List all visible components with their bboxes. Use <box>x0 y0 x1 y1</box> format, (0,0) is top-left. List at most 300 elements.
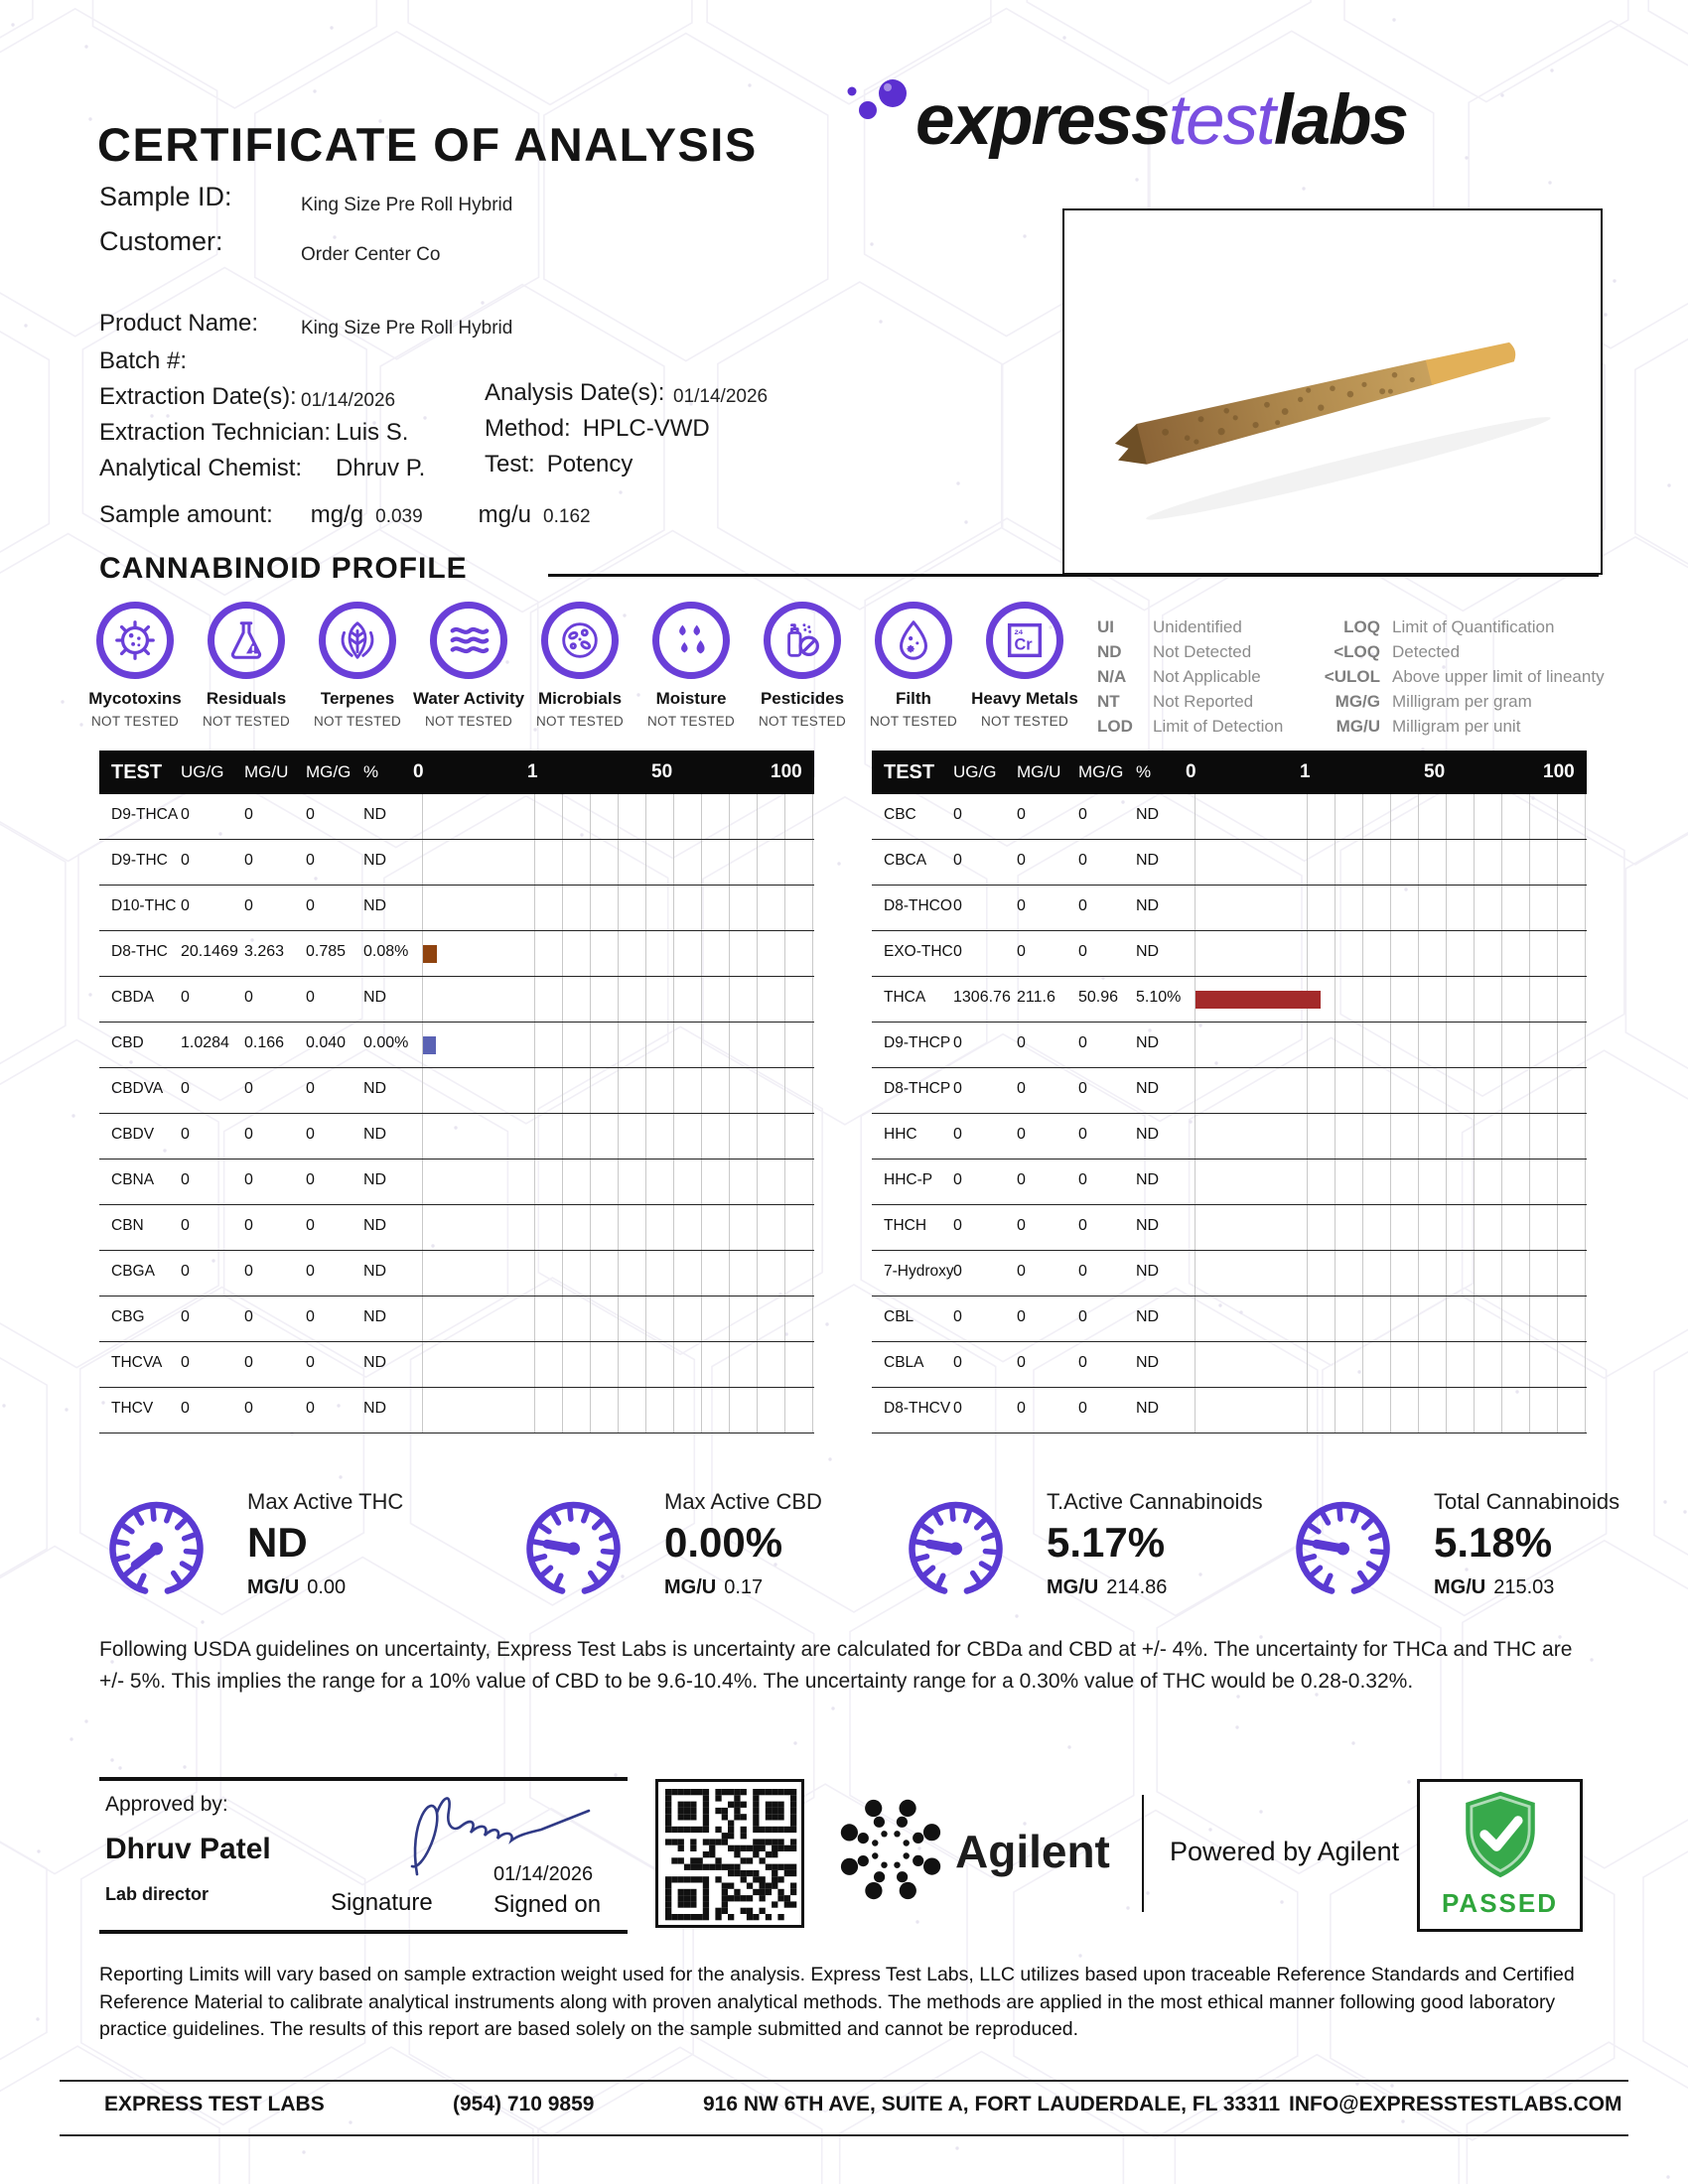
cell: ND <box>363 1400 387 1417</box>
cell: 1.0284 <box>181 1034 229 1051</box>
screen-status: NOT TESTED <box>869 714 957 729</box>
customer-value: Order Center Co <box>301 244 441 265</box>
microbials-icon <box>541 602 619 679</box>
gauge-text <box>247 1489 403 1608</box>
screen-status: NOT TESTED <box>535 714 624 729</box>
svg-text:Cr: Cr <box>1014 635 1033 654</box>
scale-tick: 50 <box>651 761 673 782</box>
cell: 0 <box>244 852 253 869</box>
table-row <box>99 1297 814 1342</box>
cannabinoid-profile-title: CANNABINOID PROFILE <box>99 552 468 585</box>
cell: 0 <box>953 897 962 914</box>
cell: ND <box>363 1217 387 1234</box>
table-row <box>99 1114 814 1160</box>
table-row <box>872 1342 1587 1388</box>
moisture-icon <box>652 602 730 679</box>
screen-status: NOT TESTED <box>424 714 512 729</box>
table-row <box>872 840 1587 886</box>
cell: 0 <box>181 1080 190 1097</box>
gauge-1 <box>99 1489 403 1608</box>
cell: 0 <box>181 1217 190 1234</box>
legend-desc: Not Applicable <box>1153 667 1261 686</box>
screen-name: Mycotoxins <box>88 689 182 708</box>
table-row <box>99 1205 814 1251</box>
cell: 0 <box>1017 897 1026 914</box>
extraction-tech-value: Luis S. <box>336 419 409 446</box>
approver-name: Dhruv Patel <box>105 1833 271 1865</box>
gauge-unit <box>1434 1576 1619 1599</box>
gauge-unit <box>247 1576 403 1599</box>
value-bar <box>1196 991 1321 1009</box>
cell: 0.040 <box>306 1034 347 1051</box>
table-row <box>872 886 1587 931</box>
cell: 0 <box>244 1217 253 1234</box>
sample-amount-row <box>99 501 591 529</box>
cell: 0 <box>1017 943 1026 960</box>
passed-shield-icon <box>1458 1788 1543 1881</box>
cell: 0 <box>1078 897 1087 914</box>
cell: 0 <box>953 1400 962 1417</box>
cell: 0 <box>1078 1354 1087 1371</box>
footer-company: EXPRESS TEST LABS <box>104 2093 325 2116</box>
gauge-unit <box>664 1576 822 1599</box>
legend-abbr: ND <box>1097 642 1122 661</box>
screen-name: Filth <box>896 689 931 708</box>
scale-tick: 50 <box>1424 761 1446 782</box>
cell: D9-THCP <box>884 1034 951 1051</box>
cell: 0 <box>953 1126 962 1143</box>
cell: 0 <box>306 1354 315 1371</box>
screen-status: NOT TESTED <box>313 714 401 729</box>
method-value: HPLC-VWD <box>582 415 710 442</box>
cell: 0 <box>244 1080 253 1097</box>
brand-logo <box>844 81 1407 160</box>
cell: THCV <box>111 1400 154 1417</box>
cell: ND <box>1136 1080 1160 1097</box>
cell: 0 <box>306 897 315 914</box>
cell: 0 <box>244 1400 253 1417</box>
cell: HHC <box>884 1126 917 1143</box>
gauge-3 <box>899 1489 1263 1608</box>
legend-row <box>1309 667 1605 692</box>
screen-microbials <box>524 602 635 729</box>
cell: THCA <box>884 989 926 1006</box>
sample-id-label: Sample ID: <box>99 182 232 211</box>
gauge-value: ND <box>247 1519 308 1566</box>
legend-row <box>1097 642 1283 667</box>
legend-row <box>1309 642 1605 667</box>
passed-badge <box>1417 1779 1583 1932</box>
test-value: Potency <box>546 451 633 478</box>
legend-row <box>1097 692 1283 717</box>
cell: 0 <box>181 852 190 869</box>
cell: 0 <box>1078 1034 1087 1051</box>
method-label: Method: <box>485 415 571 442</box>
cell: 0 <box>1017 852 1026 869</box>
cell: 0 <box>1017 1217 1026 1234</box>
legend-abbr: LOD <box>1097 717 1133 736</box>
table-row <box>872 1114 1587 1160</box>
cell: 0 <box>1017 1400 1026 1417</box>
gauge-text <box>1047 1489 1263 1608</box>
footer-address: 916 NW 6TH AVE, SUITE A, FORT LAUDERDALE, FL 33311 <box>703 2093 1281 2116</box>
cell: 0 <box>244 989 253 1006</box>
cell: 211.6 <box>1017 989 1055 1006</box>
scale-tick: 1 <box>1300 761 1311 782</box>
gauge-value: 5.17% <box>1047 1519 1166 1566</box>
cell: CBDVA <box>111 1080 164 1097</box>
pre-roll-photo <box>1064 210 1597 569</box>
legend-row <box>1097 667 1283 692</box>
sample-id-value: King Size Pre Roll Hybrid <box>301 195 513 215</box>
column-header: % <box>1136 762 1152 781</box>
cell: ND <box>1136 1400 1160 1417</box>
table-row <box>872 794 1587 840</box>
brand-test: test <box>1168 81 1274 160</box>
cell: ND <box>363 1171 387 1188</box>
cell: 0 <box>1017 1171 1026 1188</box>
cell: ND <box>1136 1217 1160 1234</box>
cell: 0 <box>1078 852 1087 869</box>
cell: D8-THCO <box>884 897 952 914</box>
pesticides-icon <box>764 602 841 679</box>
legend-abbr: UI <box>1097 617 1114 636</box>
cell: 0 <box>1017 806 1026 823</box>
cell: ND <box>1136 943 1160 960</box>
table-row <box>99 977 814 1023</box>
legend-row <box>1309 717 1605 742</box>
cell: 0 <box>306 1308 315 1325</box>
gauge-unit-value: 215.03 <box>1493 1576 1555 1598</box>
screen-filth <box>858 602 969 729</box>
test-label: Test: <box>485 451 535 478</box>
screen-name: Water Activity <box>413 689 525 708</box>
gauge-unit <box>1047 1576 1263 1599</box>
attribution-divider <box>1142 1795 1144 1912</box>
table-row <box>99 1068 814 1114</box>
cell: 0 <box>1017 1263 1026 1280</box>
gauge-title: Max Active THC <box>247 1489 404 1514</box>
cell: 5.10% <box>1136 989 1182 1006</box>
product-photo-frame <box>1062 208 1603 575</box>
screen-name: Microbials <box>537 689 623 708</box>
cell: 0 <box>306 806 315 823</box>
table-header <box>99 751 814 794</box>
legend-desc: Unidentified <box>1153 617 1242 636</box>
cell: D8-THCV <box>884 1400 951 1417</box>
passed-label: PASSED <box>1442 1888 1558 1918</box>
table-row <box>99 1251 814 1297</box>
legend-column-2 <box>1309 617 1605 742</box>
customer-label: Customer: <box>99 226 223 256</box>
screen-terpenes <box>302 602 413 729</box>
cell: 0 <box>1017 1354 1026 1371</box>
cell: D9-THCA <box>111 806 179 823</box>
gauge-2 <box>516 1489 822 1608</box>
gauge-icon <box>99 1489 213 1608</box>
gauge-unit-value: 214.86 <box>1106 1576 1168 1598</box>
screen-water-activity <box>413 602 524 729</box>
extraction-dates-label: Extraction Date(s): <box>99 383 297 410</box>
gauge-title: Max Active CBD <box>664 1489 822 1514</box>
footer-top-rule <box>60 2080 1628 2082</box>
cell: 0 <box>1017 1080 1026 1097</box>
cell: 0 <box>1078 1080 1087 1097</box>
cell: D9-THC <box>111 852 168 869</box>
cell: ND <box>363 1126 387 1143</box>
table-header <box>872 751 1587 794</box>
cell: ND <box>363 897 387 914</box>
legend-desc: Not Detected <box>1153 642 1252 661</box>
batch-label: Batch #: <box>99 347 188 374</box>
mgg-value: 0.039 <box>375 506 423 527</box>
reporting-disclaimer: Reporting Limits will vary based on sample extraction weight used for the analysis. Express Test Labs, LLC utilizes based upon traceable Reference Standards and Certified Reference Material to calibrate analytical instruments along with proven analytical methods. The methods are applied in the most ethical manner following good laboratory practice guidelines. The results of this report are based solely on the sample submitted and cannot be reproduced. <box>99 1964 1575 2041</box>
method-row <box>485 415 710 443</box>
signature-label: Signature <box>331 1889 433 1916</box>
agilent-wordmark: Agilent <box>955 1826 1110 1877</box>
cell: 0 <box>181 989 190 1006</box>
table-row <box>99 794 814 840</box>
footer-phone: (954) 710 9859 <box>453 2093 595 2116</box>
approved-by-label: Approved by: <box>105 1793 228 1816</box>
sample-amount-label: Sample amount: <box>99 501 273 528</box>
cell: 0 <box>306 1400 315 1417</box>
cell: 3.263 <box>244 943 285 960</box>
column-header: TEST <box>111 761 163 783</box>
table-row <box>872 1388 1587 1433</box>
legend-abbr: <ULOL <box>1324 667 1380 686</box>
cell: 0 <box>244 897 253 914</box>
cell: ND <box>363 1354 387 1371</box>
legend-desc: Limit of Detection <box>1153 717 1284 736</box>
mycotoxins-icon <box>96 602 174 679</box>
cell: 0 <box>1017 1126 1026 1143</box>
cell: 0 <box>1078 1217 1087 1234</box>
footer-bottom-rule <box>60 2134 1628 2136</box>
cell: ND <box>363 1263 387 1280</box>
value-bar <box>423 1036 436 1054</box>
brand-labs: labs <box>1273 81 1407 160</box>
cell: 1306.76 <box>953 989 1011 1006</box>
cell: ND <box>363 1308 387 1325</box>
cell: 0 <box>1078 943 1087 960</box>
gauge-unit-label: MG/U <box>247 1576 300 1598</box>
screen-name: Pesticides <box>760 689 845 708</box>
legend-abbr: LOQ <box>1343 617 1380 636</box>
column-header: MG/G <box>1078 762 1124 781</box>
table-row <box>99 840 814 886</box>
cell: 0 <box>244 1308 253 1325</box>
logo-dots-icon <box>844 73 910 129</box>
cell: 0 <box>953 943 962 960</box>
terpenes-icon <box>319 602 396 679</box>
cell: 0 <box>306 989 315 1006</box>
mgu-label: mg/u <box>478 501 532 528</box>
gauge-icon <box>1286 1489 1400 1608</box>
filth-icon <box>875 602 952 679</box>
legend-desc: Not Reported <box>1153 692 1254 711</box>
screen-heavy-metals <box>969 602 1080 729</box>
table-row <box>872 1297 1587 1342</box>
cell: ND <box>1136 1354 1160 1371</box>
table-row <box>872 1160 1587 1205</box>
cell: ND <box>363 989 387 1006</box>
legend-desc: Detected <box>1392 642 1461 661</box>
chemist-value: Dhruv P. <box>336 455 426 481</box>
cell: 0 <box>953 1217 962 1234</box>
legend-abbr: <LOQ <box>1334 642 1380 661</box>
svg-text:24: 24 <box>1014 627 1023 637</box>
cell: 0 <box>181 1263 190 1280</box>
analysis-dates-value: 01/14/2026 <box>673 386 769 407</box>
cell: ND <box>363 1080 387 1097</box>
table-row <box>872 931 1587 977</box>
cell: THCVA <box>111 1354 163 1371</box>
screen-name: Heavy Metals <box>971 689 1078 708</box>
cell: 0 <box>1078 1126 1087 1143</box>
legend-row <box>1097 617 1283 642</box>
test-row <box>485 451 633 478</box>
cell: CBC <box>884 806 916 823</box>
gauge-unit-value: 0.17 <box>724 1576 764 1598</box>
signed-on-date: 01/14/2026 <box>493 1863 594 1885</box>
cell: 0 <box>306 852 315 869</box>
cell: ND <box>1136 1126 1160 1143</box>
cell: CBDA <box>111 989 155 1006</box>
approval-bottom-rule <box>99 1930 628 1934</box>
screen-moisture <box>635 602 747 729</box>
cell: 0 <box>306 1263 315 1280</box>
cell: 0 <box>181 806 190 823</box>
cell: 0.785 <box>306 943 347 960</box>
gauge-value: 0.00% <box>664 1519 783 1566</box>
table-row <box>872 1068 1587 1114</box>
analysis-dates-label: Analysis Date(s): <box>485 379 665 406</box>
column-header: MG/U <box>244 762 289 781</box>
cell: CBNA <box>111 1171 155 1188</box>
cell: 0 <box>953 806 962 823</box>
scale-tick: 0 <box>1186 761 1196 782</box>
cell: ND <box>363 852 387 869</box>
column-header: MG/G <box>306 762 352 781</box>
cell: ND <box>1136 1034 1160 1051</box>
column-header: UG/G <box>181 762 224 781</box>
cell: CBD <box>111 1034 144 1051</box>
cell: EXO-THC <box>884 943 953 960</box>
cell: D8-THC <box>111 943 168 960</box>
value-bar <box>423 945 437 963</box>
heavy-metals-icon <box>986 602 1063 679</box>
cell: 0 <box>306 1080 315 1097</box>
cell: 0 <box>181 897 190 914</box>
cell: ND <box>363 806 387 823</box>
footer-email: INFO@EXPRESSTESTLABS.COM <box>1289 2093 1622 2116</box>
gauge-unit-label: MG/U <box>1047 1576 1099 1598</box>
cell: 0 <box>244 806 253 823</box>
gauge-unit-value: 0.00 <box>307 1576 347 1598</box>
cell: 0 <box>1078 806 1087 823</box>
cell: 0.08% <box>363 943 409 960</box>
cell: 50.96 <box>1078 989 1119 1006</box>
cell: 0 <box>953 1171 962 1188</box>
cell: ND <box>1136 1263 1160 1280</box>
screen-name: Moisture <box>655 689 727 708</box>
gauge-text <box>1434 1489 1619 1608</box>
gauge-title: Total Cannabinoids <box>1434 1489 1620 1514</box>
table-row <box>99 886 814 931</box>
gauge-value: 5.18% <box>1434 1519 1553 1566</box>
cannabinoid-table-right <box>872 751 1587 1433</box>
gauge-icon <box>516 1489 631 1608</box>
water-activity-icon <box>430 602 507 679</box>
column-header: MG/U <box>1017 762 1061 781</box>
cell: 0 <box>953 1308 962 1325</box>
scale-tick: 0 <box>413 761 424 782</box>
cell: 0 <box>244 1263 253 1280</box>
scale-tick: 1 <box>527 761 538 782</box>
cell: 0 <box>1078 1308 1087 1325</box>
cell: 0 <box>1078 1263 1087 1280</box>
screen-pesticides <box>747 602 858 729</box>
screening-row <box>79 602 1080 729</box>
cell: CBGA <box>111 1263 155 1280</box>
legend-row <box>1097 717 1283 742</box>
cell: 0 <box>306 1171 315 1188</box>
cannabinoid-table-left <box>99 751 814 1433</box>
cell: 0.166 <box>244 1034 285 1051</box>
mgu-value: 0.162 <box>543 506 591 527</box>
chemist-label: Analytical Chemist: <box>99 455 303 481</box>
cell: 0 <box>953 1080 962 1097</box>
cell: ND <box>1136 1171 1160 1188</box>
cell: 0 <box>181 1308 190 1325</box>
screen-status: NOT TESTED <box>980 714 1068 729</box>
cell: 0 <box>1017 1308 1026 1325</box>
legend-desc: Limit of Quantification <box>1392 617 1555 636</box>
column-header: % <box>363 762 379 781</box>
cell: 0 <box>181 1171 190 1188</box>
cell: 0 <box>953 852 962 869</box>
legend-abbr: NT <box>1097 692 1120 711</box>
cell: 0 <box>244 1126 253 1143</box>
table-row <box>872 1251 1587 1297</box>
cell: 0 <box>244 1171 253 1188</box>
screen-mycotoxins <box>79 602 191 729</box>
uncertainty-note: Following USDA guidelines on uncertainty, Express Test Labs is uncertainty are calculated for CBDa and CBD at +/- 4%. The uncertainty for THCa and THC are +/- 5%. This implies the range for a 10% value of CBD to be 9.6-10.4%. The uncertainty range for a 0.30% value of THC would be 0.28-0.32%. <box>99 1638 1573 1693</box>
cell: 0.00% <box>363 1034 409 1051</box>
cell: ND <box>1136 806 1160 823</box>
screen-name: Terpenes <box>320 689 395 708</box>
table-row <box>99 1388 814 1433</box>
cell: CBCA <box>884 852 927 869</box>
product-name-label: Product Name: <box>99 310 259 337</box>
cell: 20.1469 <box>181 943 238 960</box>
section-divider <box>548 574 1599 577</box>
legend-abbr: MG/U <box>1336 717 1380 736</box>
mgg-label: mg/g <box>310 501 364 528</box>
gauge-text <box>664 1489 822 1608</box>
cell: 0 <box>1078 1171 1087 1188</box>
column-header: UG/G <box>953 762 997 781</box>
scale-tick: 100 <box>1543 761 1575 782</box>
cell: ND <box>1136 1308 1160 1325</box>
legend-desc: Milligram per unit <box>1392 717 1521 736</box>
cell: CBDV <box>111 1126 155 1143</box>
cell: ND <box>1136 897 1160 914</box>
gauge-icon <box>899 1489 1013 1608</box>
table-row <box>99 1160 814 1205</box>
approval-top-rule <box>99 1777 628 1781</box>
